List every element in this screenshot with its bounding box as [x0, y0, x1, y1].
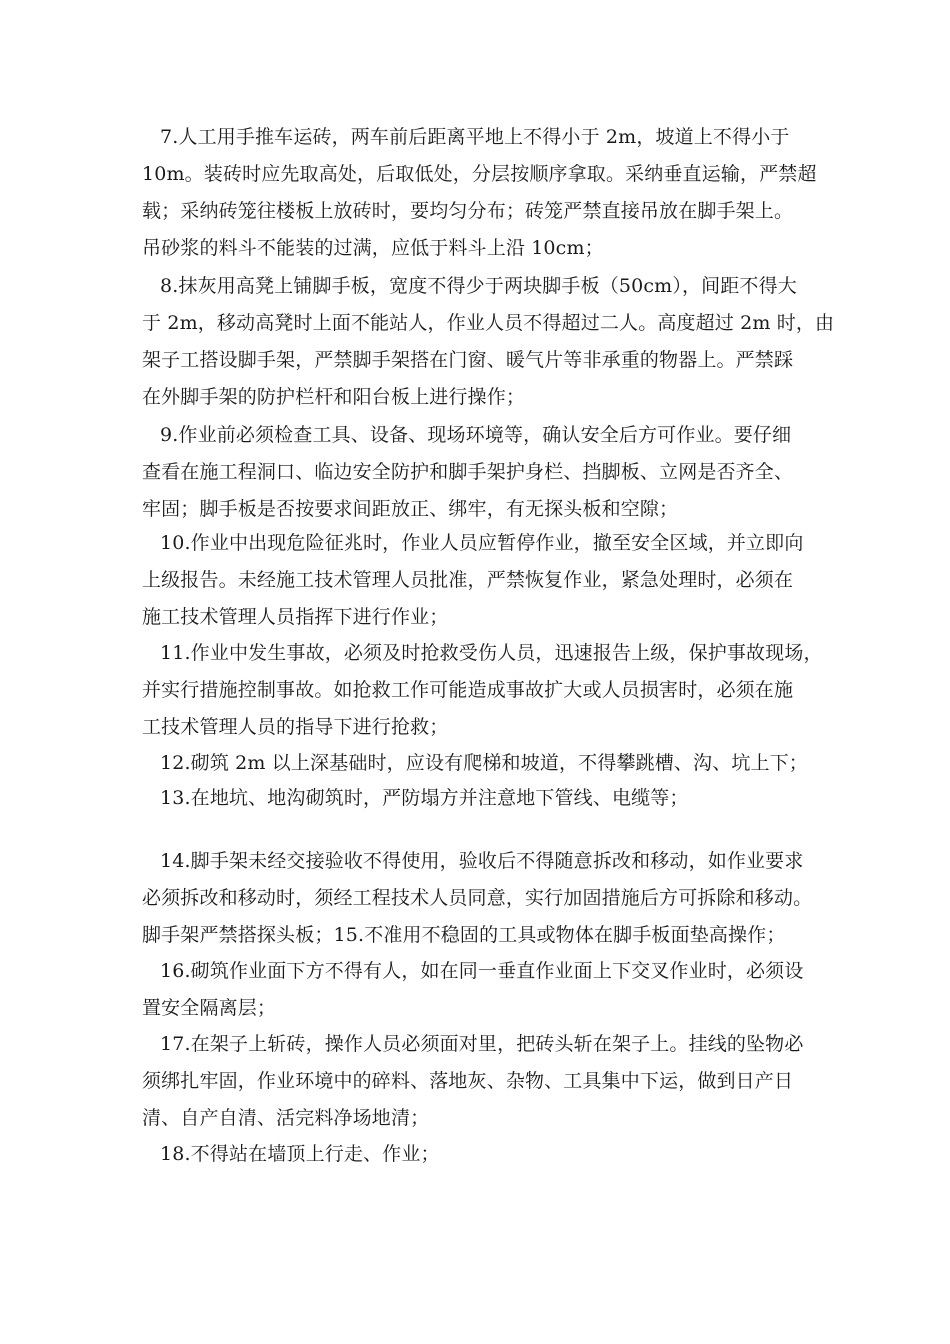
paragraph-7-line-3: 载；采纳砖笼往楼板上放砖时，要均匀分布；砖笼严禁直接吊放在脚手架上。 — [142, 200, 794, 222]
paragraph-7-line-4: 吊砂浆的料斗不能装的过满，应低于料斗上沿 10cm； — [142, 237, 604, 259]
paragraph-11-line-2: 并实行措施控制事故。如抢救工作可能造成事故扩大或人员损害时，必须在施 — [142, 679, 794, 701]
paragraph-9-line-1: 9.作业前必须检查工具、设备、现场环境等，确认安全后方可作业。要仔细 — [160, 424, 792, 446]
paragraph-13-line-1: 13.在地坑、地沟砌筑时，严防塌方并注意地下管线、电缆等； — [160, 787, 689, 809]
paragraph-12-line-1: 12.砌筑 2m 以上深基础时，应设有爬梯和坡道，不得攀跳槽、沟、坑上下； — [160, 752, 808, 774]
paragraph-17-line-3: 清、自产自清、活完料净场地清； — [142, 1107, 430, 1129]
paragraph-10-line-1: 10.作业中出现危险征兆时，作业人员应暂停作业，撤至安全区域，并立即向 — [160, 532, 804, 554]
paragraph-16-line-2: 置安全隔离层； — [142, 997, 277, 1019]
paragraph-7-line-2: 10m。装砖时应先取高处，后取低处，分层按顺序拿取。采纳垂直运输，严禁超 — [142, 163, 817, 185]
paragraph-8-line-3: 架子工搭设脚手架，严禁脚手架搭在门窗、暖气片等非承重的物器上。严禁踩 — [142, 349, 794, 371]
paragraph-14-line-2: 必须拆改和移动时，须经工程技术人员同意，实行加固措施后方可拆除和移动。 — [142, 887, 813, 909]
paragraph-10-line-3: 施工技术管理人员指挥下进行作业； — [142, 606, 449, 628]
paragraph-7-line-1: 7.人工用手推车运砖，两车前后距离平地上不得小于 2m，坡道上不得小于 — [160, 126, 790, 148]
paragraph-17-line-2: 须绑扎牢固，作业环境中的碎料、落地灰、杂物、工具集中下运，做到日产日 — [142, 1070, 794, 1092]
paragraph-16-line-1: 16.砌筑作业面下方不得有人，如在同一垂直作业面上下交叉作业时，必须设 — [160, 960, 804, 982]
paragraph-8-line-2: 于 2m，移动高凳时上面不能站人，作业人员不得超过二人。高度超过 2m 时，由 — [142, 312, 835, 334]
paragraph-8-line-4: 在外脚手架的防护栏杆和阳台板上进行操作； — [142, 386, 526, 408]
paragraph-14-line-1: 14.脚手架未经交接验收不得使用，验收后不得随意拆改和移动，如作业要求 — [160, 850, 804, 872]
paragraph-10-line-2: 上级报告。未经施工技术管理人员批准，严禁恢复作业，紧急处理时，必须在 — [142, 569, 794, 591]
paragraph-9-line-3: 牢固；脚手板是否按要求间距放正、绑牢，有无探头板和空隙； — [142, 498, 679, 520]
paragraph-11-line-1: 11.作业中发生事故，必须及时抢救受伤人员，迅速报告上级，保护事故现场， — [160, 642, 823, 664]
paragraph-17-line-1: 17.在架子上斩砖，操作人员必须面对里，把砖头斩在架子上。挂线的坠物必 — [160, 1033, 804, 1055]
paragraph-14-line-3: 脚手架严禁搭探头板；15.不准用不稳固的工具或物体在脚手板面垫高操作； — [142, 924, 786, 946]
paragraph-18-line-1: 18.不得站在墙顶上行走、作业； — [160, 1143, 440, 1165]
paragraph-9-line-2: 查看在施工程洞口、临边安全防护和脚手架护身栏、挡脚板、立网是否齐全、 — [142, 461, 794, 483]
paragraph-11-line-3: 工技术管理人员的指导下进行抢救； — [142, 716, 449, 738]
paragraph-8-line-1: 8.抹灰用高凳上铺脚手板，宽度不得少于两块脚手板（50cm），间距不得大 — [160, 275, 797, 297]
